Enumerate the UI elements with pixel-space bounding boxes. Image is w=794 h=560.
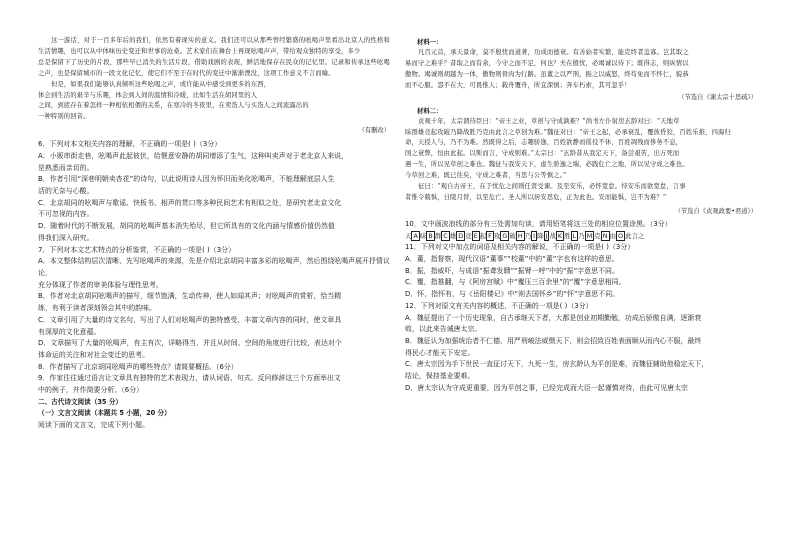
question-line: 10．文中画波浪线的部分有三处需加句读，请用铅笔将这三处的相应位置涂黑。（3分） [405, 219, 672, 228]
question-line: C．唐太宗因为手下世民一直征讨天下，九死一生，房玄龄认为平创是难，而魏征辅助他稳定天下， [405, 360, 709, 369]
question-line: A．本文整体结构层次清晰，先写吆喝声的来源，先是介绍北京胡同丰富多彩的吆喝声，然后围绕吆喝声展开抒情议论， [38, 257, 390, 277]
material-1-source: （节选自《谏太宗十思疏》） [678, 93, 757, 101]
question-line: 体命运的关注和对社会变迁的思考。 [38, 350, 150, 359]
grid-answer-box[interactable]: N [602, 231, 608, 240]
question-line: 结论，保持基业要难。 [405, 372, 475, 381]
grid-char: 破 [509, 231, 516, 240]
question-line: D．怀，指怀有，与《岳阳楼记》中“则去国怀乡”的“怀”字意思不同。 [405, 290, 620, 299]
question-line: 活的无奈与心酸。 [38, 187, 94, 196]
question-line: B．作者对北京胡同吆喝声的描写，细节饱满，生动传神，使人如闻其声；对吆喝声的赏析，恰当精 [38, 292, 342, 301]
grid-char: 竞 [465, 231, 472, 240]
grid-answer-box[interactable]: J [545, 231, 548, 240]
question-line: 不可忽视的内容。 [38, 210, 94, 219]
question-line: 有深厚的文化意蕴。 [38, 327, 101, 336]
grid-char: 降 [537, 231, 544, 240]
material-1 [405, 48, 757, 92]
grid-answer-box[interactable]: H [517, 231, 523, 240]
material-line: 凡百元首，承天景命，莫不殷忧而道著，功成而德衰。有善始者实繁，能克终者盖寡。岂其取之 [418, 49, 689, 56]
questions-6-9 [38, 139, 390, 396]
material-line: 易而守之难乎？昔取之而有余，今守之而不足，何也？夫在殷忧，必竭诚以待下；既得志，则纵情以 [405, 59, 689, 67]
passage-paragraph: 但是，如果我们能够认真倾听这些吆喝之声，或许能从中感受到更多的东西， [51, 80, 271, 88]
grid-char: 起 [479, 231, 487, 240]
material-line: 昧群雄竞起攻破乃降战胜乃克由此言之草创为难。”魏征对曰：“帝王之起，必承衰乱，覆彼昏狡，百姓乐推，四海归 [405, 128, 731, 136]
grid-char: 之 [638, 231, 645, 240]
question-line: A．魏征提出了一个历史现象，自古承继天下者，大都是创业初期勤勉，功成后骄傲自满，逐渐衰 [405, 313, 702, 322]
grid-char: 群 [434, 231, 442, 240]
question-line: 练，有利于读者深刻领会其中的韵味。 [38, 304, 156, 313]
grid-char: 由 [609, 231, 617, 240]
material-line: 征曰：“观自古帝王，在于忧危之间则任贤受谏。及至安乐，必怀宽怠。恃安乐而欲宽怠，言事 [418, 183, 686, 191]
material-line: 者惟令兢惧，日陵月替，以至危亡。圣人所以居安思危，正为此也。安而能惧，岂不为难？” [405, 193, 667, 201]
passage-paragraph: 这一游话，对于一百多年后的我们，依然有着现实的意义。我们还可以从那些曾经繁盛的吆喝声里看出北京人的性格和生活情趣，也可以从中体味历史变迁和世事的沧桑。艺术家们在舞台上再现吆喝声声，带给观众独特的享受，多少 [38, 37, 390, 55]
passage-paragraph: 之间，到底存在着怎样一种相依相偎的关系，在寒冷的冬夜里，在卖货人与买货人之间流露出的 [38, 102, 309, 110]
question-line: 7．下列对本文艺术特点的分析鉴赏，不正确的一项是( )（3分） [38, 245, 236, 254]
material-2 [405, 117, 757, 204]
grid-answer-box[interactable]: E [473, 231, 478, 240]
question-line: 9．作家往往通过语言让文章具有独特的艺术表现力，请从词语、句式、反问修辞这三个方面举出文 [38, 374, 341, 383]
grid-char: 战 [549, 231, 556, 240]
passage-paragraph: 总是保留下了历史的片段，那些早已消失的生活片段，借助戏剧的表现，鲜活地保存在民众的记忆里。记录和传承这些吆喝之声，也是保留城市的一段文化记忆，使它们不至于在时代的变迁中渐渐湮没，这项工作意义不言而喻。 [38, 58, 390, 77]
question-line: 12．下列对原文有关内容的概述，不正确的一项是( )（3分） [405, 301, 593, 310]
passage-paragraph: 一种特别的回音。 [38, 113, 90, 121]
material-line: 而不心服。怨不在大，可畏惟人；载舟覆舟，所宜深慎；奔车朽索，其可忽乎！ [405, 81, 631, 89]
material-2-title: 材料二： [417, 106, 443, 115]
grid-answer-box[interactable]: M [586, 231, 593, 240]
subsection-heading: （一）文言文阅读（本题共 5 小题，20 分） [38, 409, 171, 418]
question-line: 是熟悉而亲切的。 [38, 163, 94, 172]
question-line: 11．下列对文中加点的词语及相关内容的解说，不正确的一项是( )（3分） [405, 243, 635, 252]
right-column [405, 36, 757, 394]
question-line: B．作者引用“深巷明朝卖杏花”的诗句，以此说明诗人因为怀旧而美化吆喝声，不能理解底层人生 [38, 175, 335, 184]
grid-char: 天 [405, 231, 412, 240]
question-line: 充分体现了作者的审美体验与理性思考。 [38, 280, 163, 289]
question-line: D．唐太宗认为守成更重要，因为平创之事，已经完成而大臣一起谨慎对待，由此可见唐太宗 [405, 383, 688, 392]
grid-answer-box[interactable]: C [443, 231, 448, 240]
question-line: 败，以此来告诫唐太宗。 [405, 325, 482, 334]
grid-char: 胜 [564, 231, 571, 240]
instruction: 阅读下面的文言文，完成下列小题。 [38, 420, 150, 429]
grid-answer-box[interactable]: I [533, 231, 536, 240]
question-line: 6．下列对本文相关内容的理解，不正确的一项是( )（3分） [38, 140, 222, 149]
material-line: 今草创之难，既已往矣，守成之难者，当思与公等慎之。” [405, 172, 567, 180]
material-line: 国之衰弊，恒由此起。以斯而言，守成则难。”太宗曰：“玄龄昔从我定天下，备尝艰苦，出万死而 [405, 150, 680, 158]
question-line: A．董，指督察，现代汉语“董事”“校董”中的“董”字也有这样的意思。 [405, 254, 619, 263]
material-1-title: 材料一： [417, 38, 443, 46]
question-line: D．随着时代的不断发展，胡同的吆喝声基本消失殆尽，但它所具有的文化内涵与情感价值仍然值 [38, 222, 335, 231]
section-heading: 二、古代诗文阅读（35 分） [38, 397, 123, 406]
question-line: 得我们深入研究。 [38, 233, 94, 242]
question-line: D．文章描写了大量的吆喝声，有主有次，详略得当，并且从时间、空间的角度进行比较，表达对个 [38, 339, 342, 348]
questions-10-12 [405, 219, 757, 395]
grid-char: 攻 [493, 231, 501, 240]
grid-char: 克 [594, 231, 601, 240]
grid-char: 雄 [449, 231, 457, 240]
material-line: 遇一生，所以见草创之难也。魏征与我安天下，虑生骄逸之端，必践危亡之地，所以见守成之难也。 [405, 161, 689, 169]
grid-char: 此 [625, 231, 632, 240]
material-line: 傲物。竭诚则胡越为一体，傲物则骨肉为行路。虽董之以严刑，振之以威怒，终苟免而不怀仁，貌恭 [405, 70, 689, 78]
question-line: 得民心才能天下安定。 [405, 348, 475, 357]
left-column [38, 36, 390, 432]
grid-char: 言 [631, 231, 639, 240]
question-line: C．覆，指推翻，与《阿房宫赋》中“覆压三百余里”的“覆”字意思相同。 [405, 278, 626, 287]
question-line: 中的例子，并作简要分析。（6分） [38, 386, 144, 395]
grid-answer-box[interactable]: K [557, 231, 563, 240]
material-2-source: （节选自《贞观政要•君道》） [674, 207, 757, 215]
grid-answer-box[interactable]: L [572, 231, 577, 240]
grid-char: 乃 [578, 231, 585, 240]
question-line: C．北京胡同的吆喝声与歌谣、快板书、相声的贯口等多种民间艺术有相似之处，是研究老北京文化 [38, 198, 342, 207]
passage [38, 36, 390, 123]
material-line: 贞观十年，太宗谓侍臣曰：“帝王之业，草创与守成孰难？”尚书左仆射房玄龄对曰：“天地草 [418, 117, 680, 125]
question-line: C．文章引用了大量的诗文名句，写出了人们对吆喝声的独特感受，丰富文章内容的同时，使文章具 [38, 315, 342, 324]
grid-answer-box[interactable]: F [488, 231, 492, 240]
material-line: 命，天授人与，乃不为难。然既得之后，志趣骄逸，百姓欲静而徭役不休，百姓凋残而侈务不息， [405, 139, 683, 147]
question-line: B．振，指威吓，与成语“振聋发聩”“振臂一呼”中的“振”字意思不同。 [405, 266, 619, 275]
grid-answer-box[interactable]: O [618, 231, 624, 240]
grid-char: 昧 [419, 231, 427, 240]
grid-answer-box[interactable]: B [428, 231, 433, 240]
question-line: 8．作者描写了北京胡同吆喝声的哪些特点？请简要概括。（6分） [38, 362, 238, 371]
grid-answer-box[interactable]: G [502, 231, 508, 240]
question-line: A．小贩串街走巷，吆喝声此起彼伏，给惬意安静的胡同增添了生气，这种叫卖声对于老北京人来说， [38, 151, 349, 160]
grid-answer-box[interactable]: A [413, 231, 418, 240]
grid-char: 乃 [524, 231, 532, 240]
grid-answer-box[interactable]: D [458, 231, 464, 240]
question-line: B．魏征认为加强统治者不仁德，用严刑峻法威慑天下，则会招致百姓表面顺从而内心不服，最终 [405, 336, 702, 345]
passage-source: （有删改） [358, 127, 390, 135]
passage-paragraph: 体会到生活的艰辛与乐趣，体会到人间的温情和冷暖，比如生活在胡同里的人 [38, 91, 258, 99]
punctuation-grid[interactable] [405, 231, 757, 243]
